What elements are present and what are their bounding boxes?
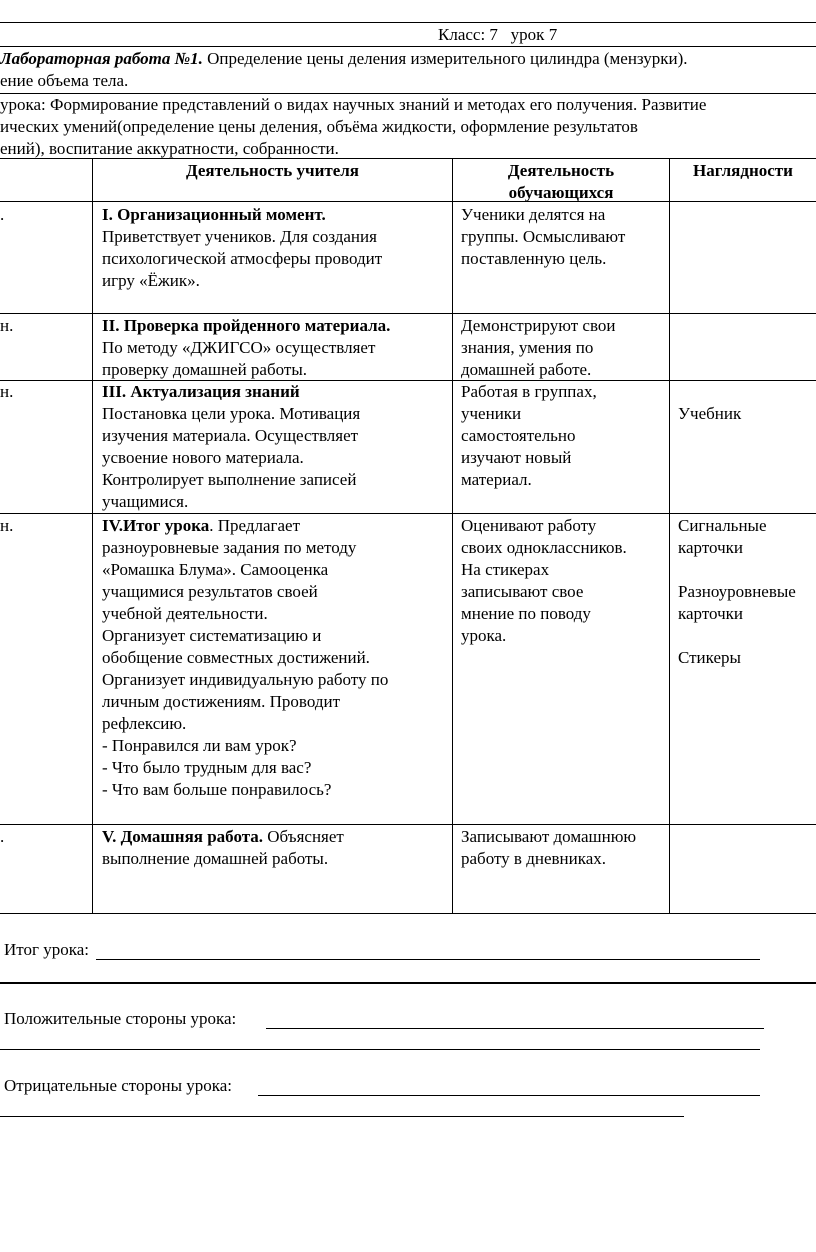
lesson-goal-line2: ических умений(определение цены деления, объёма жидкости, оформление результатов — [0, 117, 638, 136]
table-rule — [0, 513, 816, 514]
class-label: Класс: 7 урок 7 — [438, 25, 558, 44]
row1-students: Ученики делятся на группы. Осмысливают поставленную цель. — [461, 205, 626, 268]
summary-blank-line[interactable] — [96, 959, 760, 960]
section-divider — [0, 982, 816, 984]
row3-teacher: III. Актуализация знаний Постановка цели урока. Мотивация изучения материала. Осуществляет усвоение нового материала. Контролирует выполнение записей учащимися. — [102, 382, 361, 511]
row5-time: . — [0, 827, 5, 846]
table-rule — [0, 201, 816, 202]
row2-students: Демонстрируют свои знания, умения по домашней работе. — [461, 316, 616, 379]
lesson-goal-line1: урока: Формирование представлений о видах научных знаний и методах его получения. Развитие — [0, 95, 707, 114]
row3-time: н. — [0, 382, 14, 401]
table-rule — [0, 824, 816, 825]
row4-teacher: IV.Итог урока. Предлагает разноуровневые задания по методу «Ромашка Блума». Самооценка учащимися результатов своей учебной деятельности. Организует систематизацию и обобщение совместных достижений. Организует индивидуальную работу по личным достижениям. Проводит рефлексию. - Понравился ли вам урок? - Что было трудным для вас? - Что вам больше понравилось? — [102, 516, 389, 799]
header-teacher-activity: Деятельность учителя — [185, 161, 359, 180]
positive-blank-line-2[interactable] — [0, 1049, 760, 1050]
table-col-rule — [669, 158, 670, 914]
table-rule — [0, 913, 816, 914]
row3-visuals: Учебник — [678, 404, 742, 423]
row4-visuals: Сигнальные карточки Разноуровневые карточки Стикеры — [678, 516, 796, 667]
lab-work-title: Лабораторная работа №1. — [0, 49, 203, 68]
row2-time: н. — [0, 316, 14, 335]
lab-work-topic: Определение цены деления измерительного цилиндра (мензурки). — [202, 49, 688, 68]
positive-blank-line[interactable] — [266, 1028, 764, 1029]
lesson-topic-line2: ение объема тела. — [0, 71, 129, 90]
negative-label: Отрицательные стороны урока: — [4, 1076, 233, 1095]
lesson-topic-line1 — [0, 48, 688, 70]
lesson-goal-line3: ений), воспитание аккуратности, собранности. — [0, 139, 339, 158]
table-rule — [0, 158, 816, 159]
row1-time: . — [0, 205, 5, 224]
row5-students: Записывают домашнюю работу в дневниках. — [461, 827, 637, 868]
top-rule — [0, 22, 816, 23]
row2-teacher: II. Проверка пройденного материала. По методу «ДЖИГСО» осуществляет проверку домашней работы. — [102, 316, 391, 379]
negative-blank-line[interactable] — [258, 1095, 760, 1096]
table-rule — [0, 313, 816, 314]
header-visuals: Наглядности — [693, 161, 793, 180]
positive-label: Положительные стороны урока: — [4, 1009, 237, 1028]
header-rule — [0, 46, 816, 47]
table-col-rule — [92, 158, 93, 914]
row3-students: Работая в группах, ученики самостоятельно изучают новый материал. — [461, 382, 597, 489]
table-col-rule — [452, 158, 453, 914]
row4-time: н. — [0, 516, 14, 535]
negative-blank-line-2[interactable] — [0, 1116, 684, 1117]
summary-label: Итог урока: — [4, 940, 89, 959]
row5-teacher: V. Домашняя работа. Объясняет выполнение домашней работы. — [102, 827, 344, 868]
row4-students: Оценивают работу своих одноклассников. На стикерах записывают свое мнение по поводу урока. — [461, 516, 627, 645]
header-student-activity: Деятельность обучающихся — [507, 161, 615, 202]
row1-teacher: I. Организационный момент. Приветствует учеников. Для создания психологической атмосферы проводит игру «Ёжик». — [102, 205, 383, 290]
